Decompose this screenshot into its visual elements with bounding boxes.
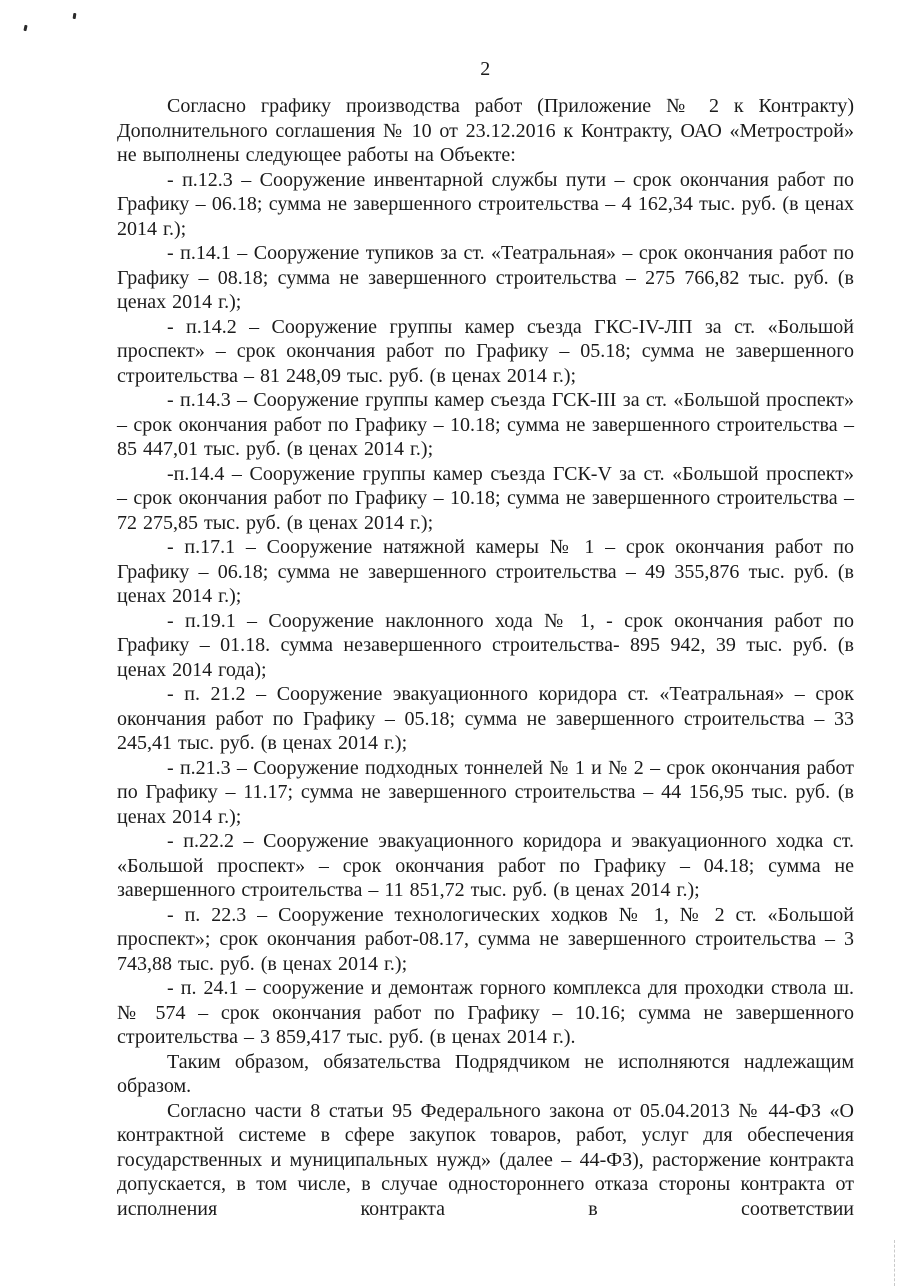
list-item-p22-3: - п. 22.3 – Сооружение технологических ходков № 1, № 2 ст. «Большой проспект»; срок окончания работ-08.17, сумма не завершенного строительства – 3 743,88 тыс. руб. (в ценах 2014 г.); <box>117 903 854 975</box>
paragraph-intro: Согласно графику производства работ (Приложение № 2 к Контракту) Дополнительного соглашения № 10 от 23.12.2016 к Контракту, ОАО «Метрострой» не выполнены следующее работы на Объекте: <box>117 95 854 166</box>
document-body <box>117 94 854 1221</box>
list-item-p17-1: - п.17.1 – Сооружение натяжной камеры № 1 – срок окончания работ по Графику – 06.18; сумма не завершенного строительства – 49 355,876 тыс. руб. (в ценах 2014 г.); <box>117 536 854 607</box>
scan-speck-artifact <box>73 13 77 19</box>
list-item-p14-4: -п.14.4 – Сооружение группы камер съезда ГСК-V за ст. «Большой проспект» – срок окончания работ по Графику – 10.18; сумма не завершенного строительства – 72 275,85 тыс. руб. (в ценах 2014 г.); <box>117 462 854 534</box>
list-item-p14-1: - п.14.1 – Сооружение тупиков за ст. «Театральная» – срок окончания работ по Графику – 08.18; сумма не завершенного строительства – 275 766,82 тыс. руб. (в ценах 2014 г.); <box>117 242 854 313</box>
list-item-p19-1: - п.19.1 – Сооружение наклонного хода № 1, - срок окончания работ по Графику – 01.18. сумма незавершенного строительства- 895 942, 39 тыс. руб. (в ценах 2014 года); <box>117 609 854 681</box>
paragraph-law-reference: Согласно части 8 статьи 95 Федерального закона от 05.04.2013 № 44-ФЗ «О контрактной системе в сфере закупок товаров, работ, услуг для обеспечения государственных и муниципальных нужд» (далее – 44-ФЗ), расторжение контракта допускается, в том числе, в случае одностороннего отказа стороны контракта от исполнения контракта в соответствии <box>117 1099 854 1220</box>
scan-speck-artifact <box>23 25 27 31</box>
list-item-p22-2: - п.22.2 – Сооружение эвакуационного коридора и эвакуационного ходка ст. «Большой проспект» – срок окончания работ по Графику – 04.18; сумма не завершенного строительства – 11 851,72 тыс. руб. (в ценах 2014 г.); <box>117 830 854 901</box>
paragraph-conclusion: Таким образом, обязательства Подрядчиком не исполняются надлежащим образом. <box>117 1050 854 1097</box>
list-item-p12-3: - п.12.3 – Сооружение инвентарной службы пути – срок окончания работ по Графику – 06.18; сумма не завершенного строительства – 4 162,34 тыс. руб. (в ценах 2014 г.); <box>117 168 854 240</box>
list-item-p21-2: - п. 21.2 – Сооружение эвакуационного коридора ст. «Театральная» – срок окончания работ по Графику – 05.18; сумма не завершенного строительства – 33 245,41 тыс. руб. (в ценах 2014 г.); <box>117 683 854 754</box>
scan-edge-artifact <box>894 1240 895 1286</box>
list-item-p21-3: - п.21.3 – Сооружение подходных тоннелей № 1 и № 2 – срок окончания работ по Графику – 11.17; сумма не завершенного строительства – 44 156,95 тыс. руб. (в ценах 2014 г.); <box>117 756 854 828</box>
page-number: 2 <box>480 58 491 80</box>
list-item-p14-3: - п.14.3 – Сооружение группы камер съезда ГСК-III за ст. «Большой проспект» – срок окончания работ по Графику – 10.18; сумма не завершенного строительства – 85 447,01 тыс. руб. (в ценах 2014 г.); <box>117 389 854 460</box>
list-item-p14-2: - п.14.2 – Сооружение группы камер съезда ГКС-IV-ЛП за ст. «Большой проспект» – срок окончания работ по Графику – 05.18; сумма не завершенного строительства – 81 248,09 тыс. руб. (в ценах 2014 г.); <box>117 315 854 387</box>
list-item-p24-1: - п. 24.1 – сооружение и демонтаж горного комплекса для проходки ствола ш. № 574 – срок окончания работ по Графику – 10.16; сумма не завершенного строительства – 3 859,417 тыс. руб. (в ценах 2014 г.). <box>117 977 854 1048</box>
